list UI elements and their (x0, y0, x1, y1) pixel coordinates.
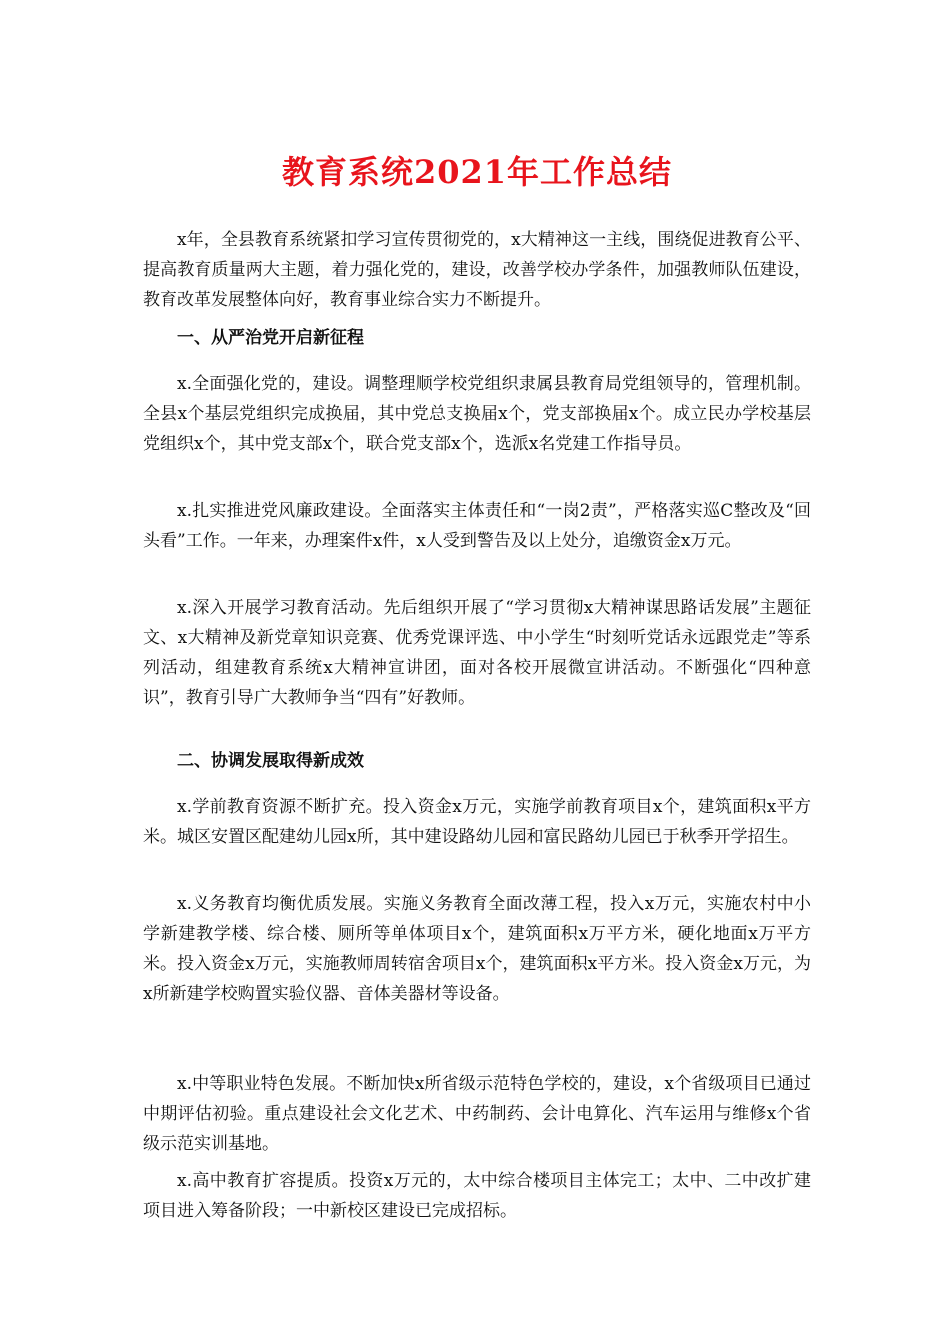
intro-paragraph: x年，全县教育系统紧扣学习宣传贯彻党的，x大精神这一主线，围绕促进教育公平、提高教育质量两大主题，着力强化党的，建设，改善学校办学条件，加强教师队伍建设，教育改革发展整体向好，教育事业综合实力不断提升。 (143, 230, 811, 310)
section1-paragraph-3: x.深入开展学习教育活动。先后组织开展了“学习贯彻x大精神谋思路话发展”主题征文、x大精神及新党章知识竞赛、优秀党课评选、中小学生“时刻听党话永远跟党走”等系列活动，组建教育系统x大精神宣讲团，面对各校开展微宣讲活动。不断强化“四种意识”，教育引导广大教师争当“四有”好教师。 (143, 598, 811, 708)
section2-paragraph-4: x.高中教育扩容提质。投资x万元的，太中综合楼项目主体完工；太中、二中改扩建项目进入筹备阶段；一中新校区建设已完成招标。 (143, 1171, 811, 1221)
section1-heading: 一、从严治党开启新征程 (177, 328, 364, 348)
section2-paragraph-2: x.义务教育均衡优质发展。实施义务教育全面改薄工程，投入x万元，实施农村中小学新建教学楼、综合楼、厕所等单体项目x个，建筑面积x万平方米，硬化地面x万平方米。投入资金x万元，实施教师周转宿舍项目x个，建筑面积x平方米。投入资金x万元，为x所新建学校购置实验仪器、音体美器材等设备。 (143, 894, 811, 1004)
section2-paragraph-1: x.学前教育资源不断扩充。投入资金x万元，实施学前教育项目x个，建筑面积x平方米。城区安置区配建幼儿园x所，其中建设路幼儿园和富民路幼儿园已于秋季开学招生。 (143, 797, 811, 847)
section2-heading: 二、协调发展取得新成效 (177, 751, 364, 771)
section2-paragraph-3: x.中等职业特色发展。不断加快x所省级示范特色学校的，建设，x个省级项目已通过中期评估初验。重点建设社会文化艺术、中药制药、会计电算化、汽车运用与维修x个省级示范实训基地。 (143, 1074, 811, 1154)
document-title: 教育系统2021年工作总结 (281, 153, 673, 191)
section1-paragraph-2: x.扎实推进党风廉政建设。全面落实主体责任和“一岗2责”，严格落实巡C整改及“回头看”工作。一年来，办理案件x件，x人受到警告及以上处分，追缴资金x万元。 (143, 501, 811, 551)
section1-paragraph-1: x.全面强化党的，建设。调整理顺学校党组织隶属县教育局党组领导的，管理机制。全县x个基层党组织完成换届，其中党总支换届x个，党支部换届x个。成立民办学校基层党组织x个，其中党支部x个，联合党支部x个，选派x名党建工作指导员。 (143, 374, 811, 454)
